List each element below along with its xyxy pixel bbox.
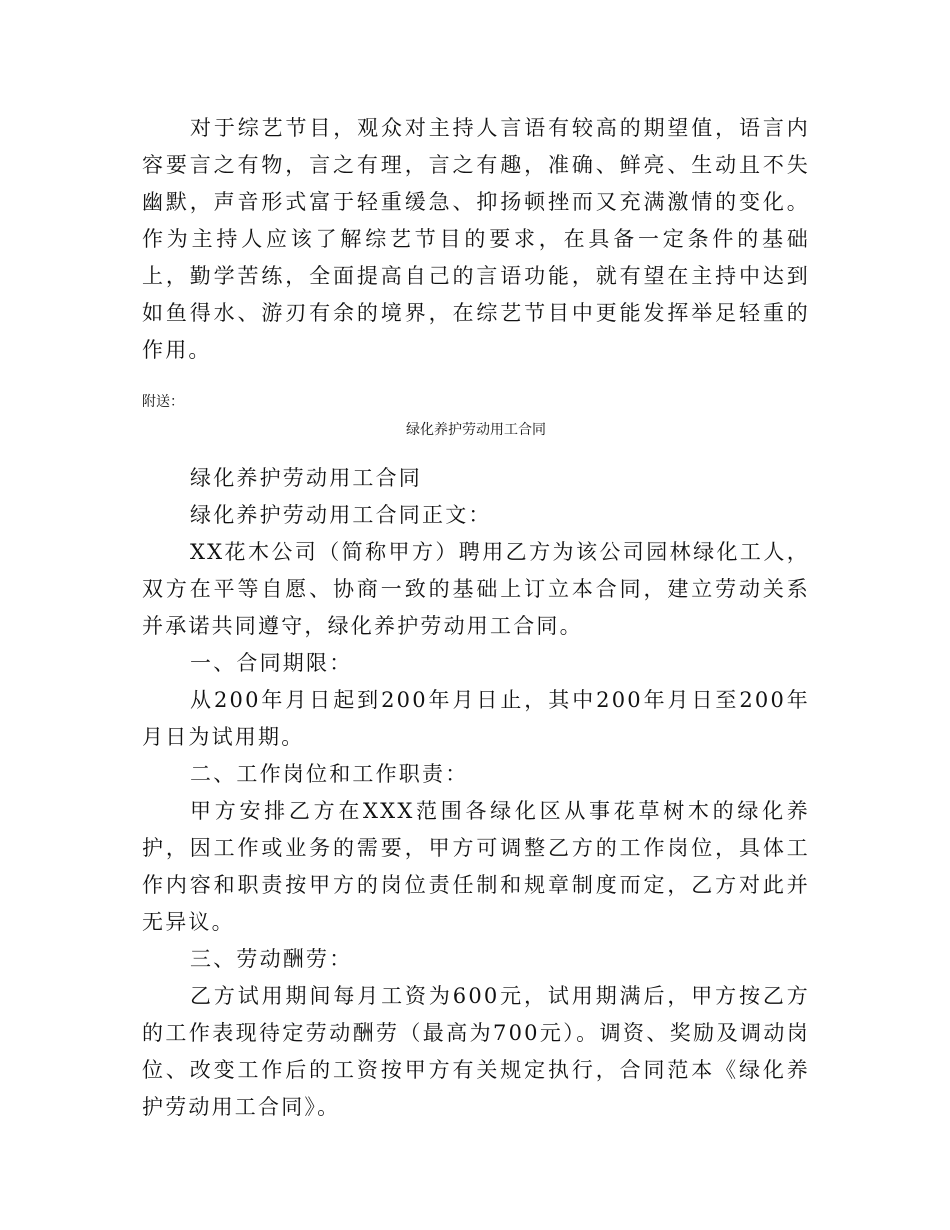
section-2-body: 甲方安排乙方在XXX范围各绿化区从事花草树木的绿化养护，因工作或业务的需要，甲方可调整乙方的工作岗位，具体工作内容和职责按甲方的岗位责任制和规章制度而定，乙方对此并无异议。 — [142, 799, 810, 934]
section-1-title: 一、合同期限： — [190, 651, 353, 675]
contract-opening-paragraph: XX花木公司（简称甲方）聘用乙方为该公司园林绿化工人，双方在平等自愿、协商一致的基础上订立本合同，建立劳动关系并承诺共同遵守，绿化养护劳动用工合同。 — [142, 540, 810, 638]
section-3-body: 乙方试用期间每月工资为600元，试用期满后，甲方按乙方的工作表现待定劳动酬劳（最高为700元）。调资、奖励及调动岗位、改变工作后的工资按甲方有关规定执行，合同范本《绿化养护劳动用工合同》。 — [142, 984, 810, 1119]
annex-title: 绿化养护劳动用工合同 — [406, 422, 546, 438]
annex-label: 附送： — [142, 394, 184, 410]
contract-subheading: 绿化养护劳动用工合同正文： — [190, 503, 492, 527]
section-1-body: 从200年月日起到200年月日止，其中200年月日至200年月日为试用期。 — [142, 688, 810, 749]
section-3-title: 三、劳动酬劳： — [190, 947, 353, 971]
section-2-title: 二、工作岗位和工作职责： — [190, 762, 469, 786]
contract-body — [142, 460, 810, 1126]
contract-heading: 绿化养护劳动用工合同 — [190, 466, 422, 490]
intro-paragraph: 对于综艺节目，观众对主持人言语有较高的期望值，语言内容要言之有物，言之有理，言之有趣，准确、鲜亮、生动且不失幽默，声音形式富于轻重缓急、抑扬顿挫而又充满激情的变化。作为主持人应该了解综艺节目的要求，在具备一定条件的基础上，勤学苦练，全面提高自己的言语功能，就有望在主持中达到如鱼得水、游刃有余的境界，在综艺节目中更能发挥举足轻重的作用。 — [142, 116, 810, 362]
